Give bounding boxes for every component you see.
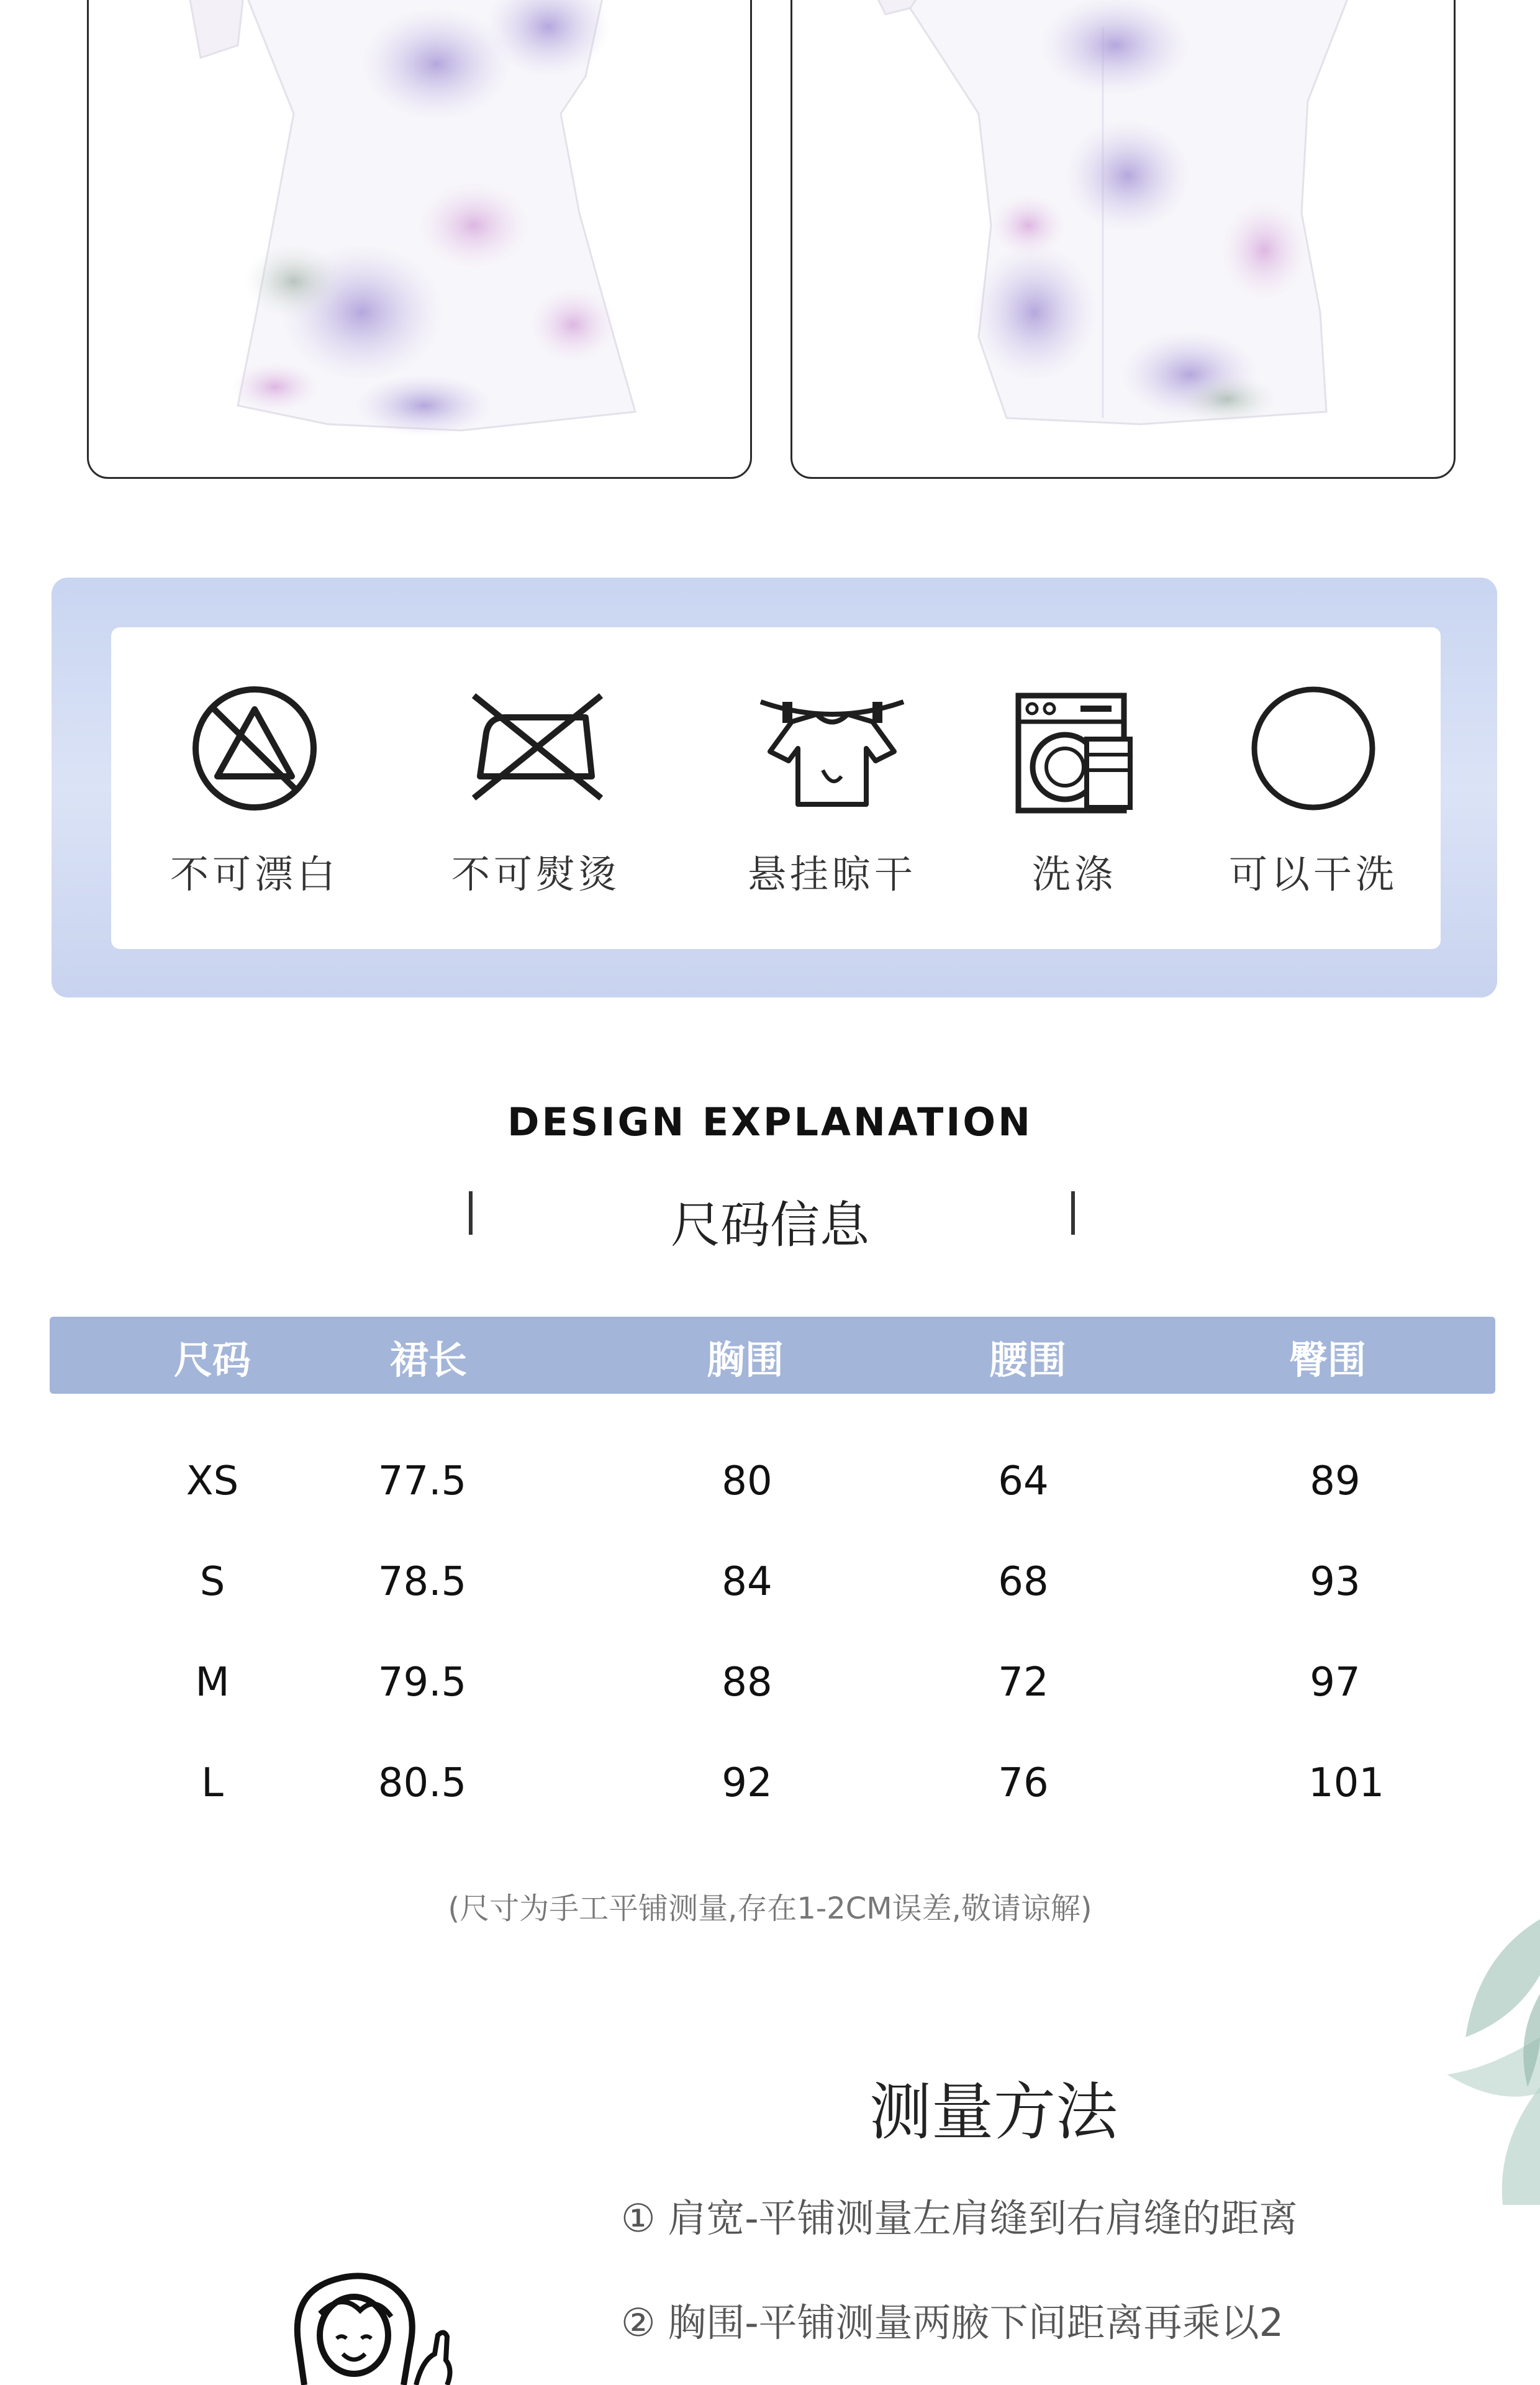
figure-illustration-icon xyxy=(267,2267,466,2385)
cell-size: M xyxy=(195,1660,230,1706)
size-info-title: 尺码信息 xyxy=(671,1196,869,1254)
measurement-note: (尺寸为手工平铺测量,存在1-2CM误差,敬请谅解) xyxy=(448,1891,1092,1926)
leaf-decoration-icon xyxy=(1422,1882,1540,2205)
cell-size: S xyxy=(199,1559,225,1605)
care-label: 可以干洗 xyxy=(1228,852,1398,897)
cell-waist: 76 xyxy=(998,1760,1049,1806)
header-bust: 胸围 xyxy=(706,1337,784,1383)
header-waist: 腰围 xyxy=(989,1337,1066,1383)
care-label: 洗涤 xyxy=(1031,852,1116,897)
cell-bust: 84 xyxy=(722,1559,772,1605)
title-divider-right xyxy=(1071,1191,1075,1235)
care-label: 不可漂白 xyxy=(170,852,339,897)
cell-waist: 68 xyxy=(998,1559,1049,1605)
dress-back-image xyxy=(792,0,1454,477)
dry-clean-icon xyxy=(1245,683,1382,814)
no-iron-icon xyxy=(461,683,610,814)
care-label: 不可熨烫 xyxy=(451,852,620,897)
cell-size: XS xyxy=(186,1458,239,1504)
cell-length: 77.5 xyxy=(378,1458,467,1504)
measure-method-title: 测量方法 xyxy=(869,2076,1118,2148)
hang-dry-icon xyxy=(754,683,910,814)
washing-machine-icon xyxy=(1006,683,1143,814)
cell-bust: 80 xyxy=(722,1458,772,1504)
design-explanation-title: DESIGN EXPLANATION xyxy=(507,1099,1033,1145)
care-item-no-iron xyxy=(424,683,648,899)
product-photo-front xyxy=(87,0,752,479)
care-item-no-bleach xyxy=(143,683,366,899)
product-photo-back xyxy=(790,0,1456,479)
cell-hip: 89 xyxy=(1310,1458,1361,1504)
cell-hip: 97 xyxy=(1310,1660,1361,1706)
care-item-wash xyxy=(962,683,1186,899)
cell-waist: 64 xyxy=(998,1458,1049,1504)
cell-waist: 72 xyxy=(998,1660,1049,1706)
cell-length: 80.5 xyxy=(378,1760,467,1806)
cell-hip: 93 xyxy=(1310,1559,1361,1605)
care-item-hang-dry xyxy=(720,683,944,899)
cell-size: L xyxy=(201,1760,224,1806)
header-hip: 臀围 xyxy=(1289,1337,1366,1383)
cell-bust: 88 xyxy=(722,1660,772,1706)
care-label: 悬挂晾干 xyxy=(747,852,917,897)
no-bleach-icon xyxy=(186,683,323,814)
measure-line-bust: ② 胸围-平铺测量两腋下间距离再乘以2 xyxy=(621,2300,1284,2345)
measure-line-shoulder: ① 肩宽-平铺测量左肩缝到右肩缝的距离 xyxy=(621,2196,1298,2241)
cell-length: 79.5 xyxy=(378,1660,467,1706)
care-item-dry-clean xyxy=(1202,683,1425,899)
header-size: 尺码 xyxy=(173,1337,251,1383)
cell-hip: 101 xyxy=(1308,1760,1385,1806)
cell-length: 78.5 xyxy=(378,1559,467,1605)
header-length: 裙长 xyxy=(389,1337,467,1383)
cell-bust: 92 xyxy=(722,1760,772,1806)
dress-front-image xyxy=(89,0,750,477)
